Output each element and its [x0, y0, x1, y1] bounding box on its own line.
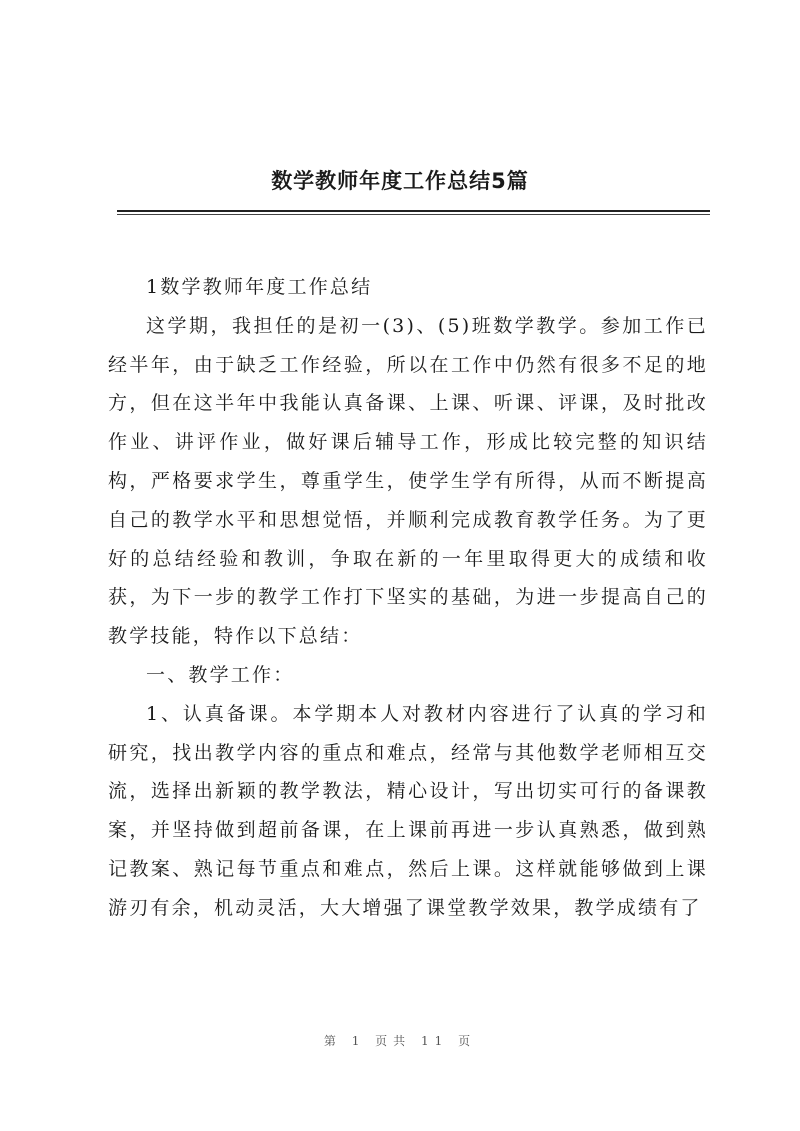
paragraph-intro: 这学期，我担任的是初一(3)、(5)班数学教学。参加工作已经半年，由于缺乏工作经验，所以在工作中仍然有很多不足的地方，但在这半年中我能认真备课、上课、听课、评课，及时批改作业、讲评作业，做好课后辅导工作，形成比较完整的知识结构，严格要求学生，尊重学生，使学生学有所得，从而不断提高自己的教学水平和思想觉悟，并顺利完成教育教学任务。为了更好的总结经验和教训，争取在新的一年里取得更大的成绩和收获，为下一步的教学工作打下坚实的基础，为进一步提高自己的教学技能，特作以下总结：	[108, 314, 708, 648]
paragraph-lesson-prep: 1、认真备课。本学期本人对教材内容进行了认真的学习和研究，找出教学内容的重点和难点，经常与其他数学老师相互交流，选择出新颖的教学教法，精心设计，写出切实可行的备课教案，并坚持做到超前备课，在上课前再进一步认真熟悉，做到熟记教案、熟记每节重点和难点，然后上课。这样就能够做到上课游刃有余，机动灵活，大大增强了课堂教学效果，教学成绩有了	[108, 702, 708, 919]
document-title: 数学教师年度工作总结5篇	[271, 169, 529, 193]
title-divider-thick	[117, 210, 710, 212]
page-footer: 第 1 页共 11 页	[323, 1034, 477, 1048]
document-body	[108, 268, 708, 928]
subsection-heading: 一、教学工作：	[146, 663, 295, 686]
section-heading: 1数学教师年度工作总结	[146, 276, 373, 298]
title-divider-thin	[117, 214, 710, 215]
